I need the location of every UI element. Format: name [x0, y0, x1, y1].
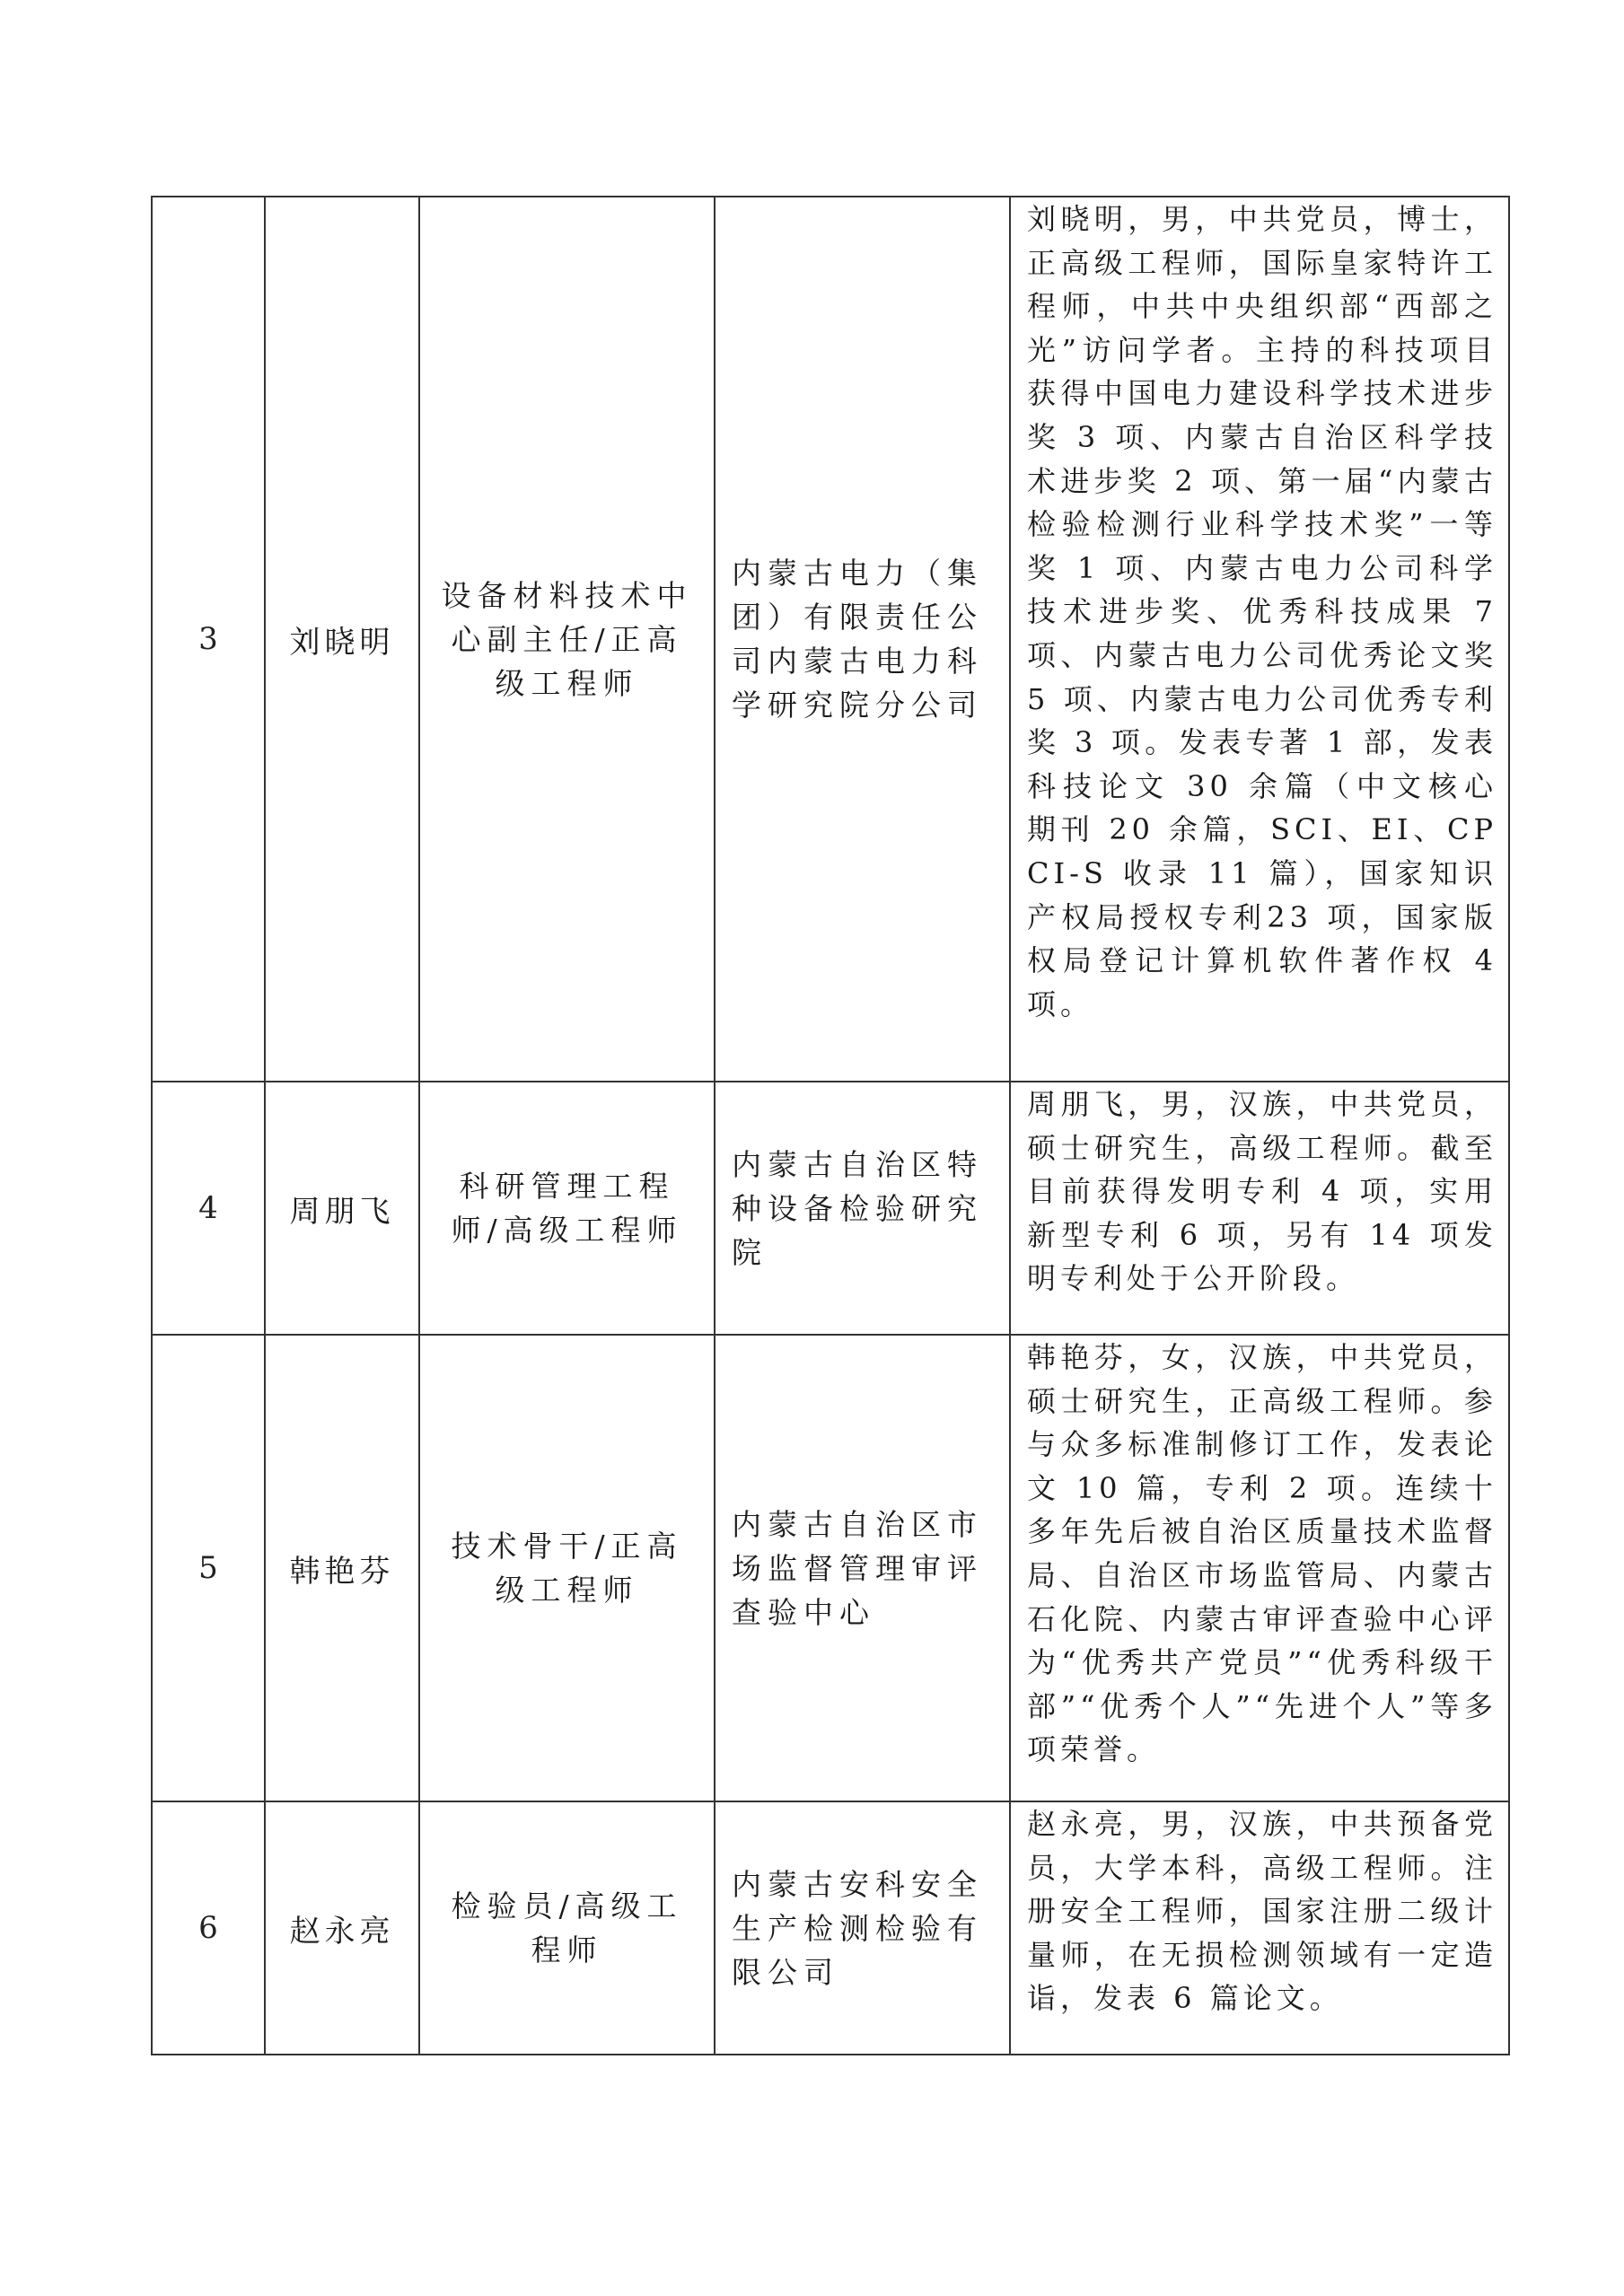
biography: 周朋飞，男，汉族，中共党员，硕士研究生，高级工程师。截至目前获得发明专利 4 项，实用新型专利 6 项，另有 14 项发明专利处于公开阶段。 — [1010, 1082, 1509, 1335]
biography: 刘晓明，男，中共党员，博士，正高级工程师，国际皇家特许工程师，中共中央组织部“西部之光”访问学者。主持的科技项目获得中国电力建设科学技术进步奖 3 项、内蒙古自治区科学技术进步奖 2 项、第一届“内蒙古检验检测行业科学技术奖”一等奖 1 项、内蒙古电力公司科学技术进步奖、优秀科技成果 7 项、内蒙古电力公司优秀论文奖 5 项、内蒙古电力公司优秀专利奖 3 项。发表专著 1 部，发表科技论文 30 余篇（中文核心期刊 20 余篇，SCI、EI、CPCI-S 收录 11 篇），国家知识产权局授权专利23 项，国家版权局登记计算机软件著作权 4 项。 — [1010, 197, 1509, 1082]
organization: 内蒙古自治区特种设备检验研究院 — [715, 1082, 1010, 1335]
organization: 内蒙古自治区市场监督管理审评查验中心 — [715, 1335, 1010, 1801]
table-row — [152, 1082, 1509, 1335]
person-name: 周朋飞 — [265, 1082, 419, 1335]
position-title: 技术骨干/正高级工程师 — [419, 1335, 715, 1801]
row-index: 5 — [152, 1335, 265, 1801]
biography: 韩艳芬，女，汉族，中共党员，硕士研究生，正高级工程师。参与众多标准制修订工作，发表论文 10 篇，专利 2 项。连续十多年先后被自治区质量技术监督局、自治区市场监管局、内蒙古石化院、内蒙古审评查验中心评为“优秀共产党员”“优秀科级干部”“优秀个人”“先进个人”等多项荣誉。 — [1010, 1335, 1509, 1801]
person-name: 赵永亮 — [265, 1801, 419, 2055]
biography: 赵永亮，男，汉族，中共预备党员，大学本科，高级工程师。注册安全工程师，国家注册二级计量师，在无损检测领域有一定造诣，发表 6 篇论文。 — [1010, 1801, 1509, 2055]
row-index: 4 — [152, 1082, 265, 1335]
personnel-table — [151, 196, 1510, 2055]
table-row — [152, 1801, 1509, 2055]
organization: 内蒙古电力（集团）有限责任公司内蒙古电力科学研究院分公司 — [715, 197, 1010, 1082]
person-name: 韩艳芬 — [265, 1335, 419, 1801]
position-title: 检验员/高级工程师 — [419, 1801, 715, 2055]
table-row — [152, 1335, 1509, 1801]
row-index: 3 — [152, 197, 265, 1082]
table-row — [152, 197, 1509, 1082]
position-title: 科研管理工程师/高级工程师 — [419, 1082, 715, 1335]
position-title: 设备材料技术中心副主任/正高级工程师 — [419, 197, 715, 1082]
organization: 内蒙古安科安全生产检测检验有限公司 — [715, 1801, 1010, 2055]
person-name: 刘晓明 — [265, 197, 419, 1082]
row-index: 6 — [152, 1801, 265, 2055]
